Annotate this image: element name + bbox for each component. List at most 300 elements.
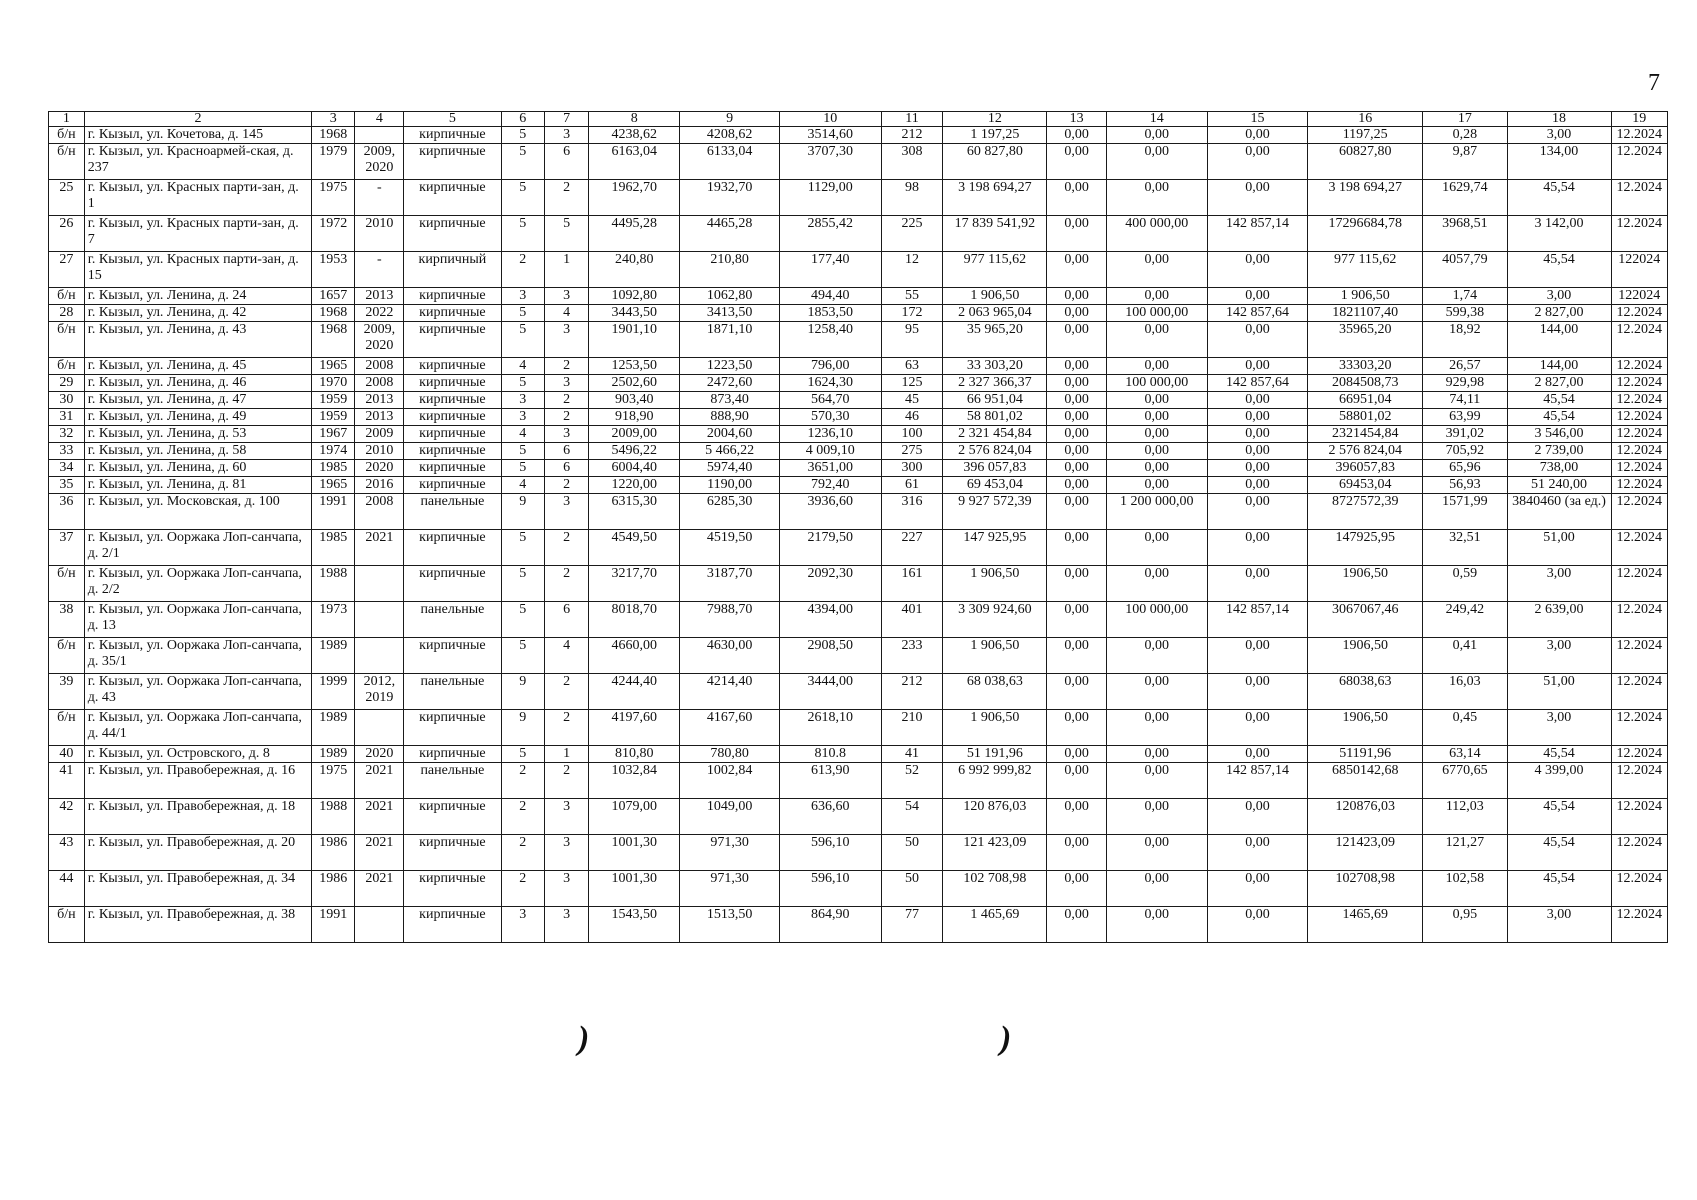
table-cell-col-16: 1197,25 xyxy=(1308,127,1423,144)
table-cell-col-18: 45,54 xyxy=(1507,835,1611,871)
table-cell-col-15: 0,00 xyxy=(1207,477,1308,494)
table-cell-col-7: 3 xyxy=(544,494,588,530)
table-row xyxy=(49,799,1668,835)
table-cell-col-1: 42 xyxy=(49,799,85,835)
table-cell-col-18: 3 142,00 xyxy=(1507,216,1611,252)
table-cell-col-15: 0,00 xyxy=(1207,746,1308,763)
table-cell-col-18: 144,00 xyxy=(1507,322,1611,358)
table-cell-col-17: 1629,74 xyxy=(1423,180,1507,216)
table-cell-col-13: 0,00 xyxy=(1047,305,1107,322)
table-cell-col-13: 0,00 xyxy=(1047,746,1107,763)
table-row xyxy=(49,494,1668,530)
table-cell-col-11: 77 xyxy=(881,907,943,943)
table-cell-col-2: г. Кызыл, ул. Ленина, д. 53 xyxy=(84,426,311,443)
table-cell-col-4: 2021 xyxy=(355,871,404,907)
table-cell-col-2: г. Кызыл, ул. Ленина, д. 58 xyxy=(84,443,311,460)
table-cell-col-12: 121 423,09 xyxy=(943,835,1047,871)
table-cell-col-10: 1853,50 xyxy=(779,305,881,322)
table-cell-col-5: кирпичные xyxy=(404,566,501,602)
table-cell-col-14: 400 000,00 xyxy=(1106,216,1207,252)
table-cell-col-15: 142 857,64 xyxy=(1207,305,1308,322)
table-cell-col-10: 810.8 xyxy=(779,746,881,763)
table-cell-col-11: 46 xyxy=(881,409,943,426)
table-row xyxy=(49,392,1668,409)
table-cell-col-1: 32 xyxy=(49,426,85,443)
table-cell-col-14: 0,00 xyxy=(1106,674,1207,710)
table-cell-col-7: 4 xyxy=(544,305,588,322)
table-cell-col-10: 3444,00 xyxy=(779,674,881,710)
table-cell-col-3: 1986 xyxy=(312,835,355,871)
table-cell-col-16: 66951,04 xyxy=(1308,392,1423,409)
table-cell-col-3: 1959 xyxy=(312,409,355,426)
table-cell-col-8: 3217,70 xyxy=(589,566,680,602)
table-cell-col-13: 0,00 xyxy=(1047,566,1107,602)
table-cell-col-15: 0,00 xyxy=(1207,674,1308,710)
table-cell-col-15: 0,00 xyxy=(1207,460,1308,477)
table-cell-col-3: 1999 xyxy=(312,674,355,710)
table-cell-col-18: 45,54 xyxy=(1507,392,1611,409)
table-cell-col-12: 2 576 824,04 xyxy=(943,443,1047,460)
table-cell-col-8: 1079,00 xyxy=(589,799,680,835)
table-cell-col-14: 0,00 xyxy=(1106,426,1207,443)
table-row xyxy=(49,674,1668,710)
table-cell-col-12: 1 465,69 xyxy=(943,907,1047,943)
table-cell-col-12: 1 906,50 xyxy=(943,566,1047,602)
table-cell-col-4: 2013 xyxy=(355,288,404,305)
table-cell-col-18: 3,00 xyxy=(1507,638,1611,674)
table-cell-col-8: 240,80 xyxy=(589,252,680,288)
table-cell-col-12: 147 925,95 xyxy=(943,530,1047,566)
table-cell-col-7: 2 xyxy=(544,477,588,494)
table-cell-col-2: г. Кызыл, ул. Правобережная, д. 38 xyxy=(84,907,311,943)
table-cell-col-17: 112,03 xyxy=(1423,799,1507,835)
table-cell-col-14: 100 000,00 xyxy=(1106,305,1207,322)
table-cell-col-15: 142 857,64 xyxy=(1207,375,1308,392)
table-cell-col-10: 636,60 xyxy=(779,799,881,835)
table-cell-col-10: 2179,50 xyxy=(779,530,881,566)
table-cell-col-16: 58801,02 xyxy=(1308,409,1423,426)
table-cell-col-16: 1821107,40 xyxy=(1308,305,1423,322)
table-cell-col-1: 34 xyxy=(49,460,85,477)
table-cell-col-7: 1 xyxy=(544,746,588,763)
table-cell-col-11: 210 xyxy=(881,710,943,746)
table-cell-col-3: 1967 xyxy=(312,426,355,443)
table-cell-col-19: 12.2024 xyxy=(1611,409,1667,426)
table-cell-col-3: 1986 xyxy=(312,871,355,907)
table-cell-col-8: 5496,22 xyxy=(589,443,680,460)
table-cell-col-4: 2009, 2020 xyxy=(355,322,404,358)
table-cell-col-9: 1062,80 xyxy=(680,288,780,305)
table-cell-col-8: 4495,28 xyxy=(589,216,680,252)
table-cell-col-6: 5 xyxy=(501,216,544,252)
table-cell-col-12: 69 453,04 xyxy=(943,477,1047,494)
table-cell-col-15: 0,00 xyxy=(1207,494,1308,530)
table-cell-col-1: б/н xyxy=(49,710,85,746)
table-cell-col-10: 1258,40 xyxy=(779,322,881,358)
table-cell-col-1: 33 xyxy=(49,443,85,460)
table-cell-col-16: 1465,69 xyxy=(1308,907,1423,943)
table-cell-col-8: 2502,60 xyxy=(589,375,680,392)
table-cell-col-11: 50 xyxy=(881,871,943,907)
table-cell-col-12: 17 839 541,92 xyxy=(943,216,1047,252)
table-row xyxy=(49,907,1668,943)
table-cell-col-3: 1968 xyxy=(312,305,355,322)
table-cell-col-10: 4 009,10 xyxy=(779,443,881,460)
table-cell-col-2: г. Кызыл, ул. Кочетова, д. 145 xyxy=(84,127,311,144)
table-cell-col-6: 2 xyxy=(501,252,544,288)
table-cell-col-8: 1001,30 xyxy=(589,835,680,871)
table-cell-col-19: 12.2024 xyxy=(1611,392,1667,409)
table-cell-col-16: 3067067,46 xyxy=(1308,602,1423,638)
table-cell-col-11: 50 xyxy=(881,835,943,871)
table-cell-col-11: 233 xyxy=(881,638,943,674)
table-cell-col-11: 316 xyxy=(881,494,943,530)
table-row xyxy=(49,530,1668,566)
table-cell-col-9: 4214,40 xyxy=(680,674,780,710)
table-cell-col-18: 3,00 xyxy=(1507,566,1611,602)
table-cell-col-2: г. Кызыл, ул. Ооржака Лоп-санчапа, д. 2/1 xyxy=(84,530,311,566)
table-cell-col-3: 1953 xyxy=(312,252,355,288)
table-cell-col-16: 35965,20 xyxy=(1308,322,1423,358)
table-cell-col-4: 2021 xyxy=(355,763,404,799)
housing-register-table xyxy=(48,111,1668,943)
table-cell-col-19: 12.2024 xyxy=(1611,907,1667,943)
table-cell-col-4 xyxy=(355,907,404,943)
table-cell-col-18: 45,54 xyxy=(1507,180,1611,216)
table-cell-col-4: 2009 xyxy=(355,426,404,443)
pen-mark: ) xyxy=(578,1020,590,1057)
table-cell-col-11: 98 xyxy=(881,180,943,216)
table-cell-col-12: 3 309 924,60 xyxy=(943,602,1047,638)
table-cell-col-3: 1965 xyxy=(312,477,355,494)
table-cell-col-19: 12.2024 xyxy=(1611,746,1667,763)
table-cell-col-19: 12.2024 xyxy=(1611,835,1667,871)
table-cell-col-2: г. Кызыл, ул. Правобережная, д. 20 xyxy=(84,835,311,871)
column-number: 13 xyxy=(1047,112,1107,127)
table-cell-col-8: 3443,50 xyxy=(589,305,680,322)
table-cell-col-18: 144,00 xyxy=(1507,358,1611,375)
table-cell-col-4: - xyxy=(355,252,404,288)
table-cell-col-9: 1871,10 xyxy=(680,322,780,358)
column-number: 8 xyxy=(589,112,680,127)
table-cell-col-14: 100 000,00 xyxy=(1106,375,1207,392)
table-cell-col-13: 0,00 xyxy=(1047,763,1107,799)
table-cell-col-14: 0,00 xyxy=(1106,443,1207,460)
table-cell-col-5: кирпичные xyxy=(404,288,501,305)
table-cell-col-12: 60 827,80 xyxy=(943,144,1047,180)
table-cell-col-7: 3 xyxy=(544,835,588,871)
table-cell-col-12: 9 927 572,39 xyxy=(943,494,1047,530)
table-cell-col-19: 12.2024 xyxy=(1611,530,1667,566)
table-cell-col-2: г. Кызыл, ул. Ооржака Лоп-санчапа, д. 44/1 xyxy=(84,710,311,746)
table-cell-col-5: панельные xyxy=(404,602,501,638)
table-cell-col-3: 1972 xyxy=(312,216,355,252)
table-cell-col-13: 0,00 xyxy=(1047,871,1107,907)
table-cell-col-5: кирпичные xyxy=(404,426,501,443)
table-cell-col-12: 51 191,96 xyxy=(943,746,1047,763)
table-row xyxy=(49,835,1668,871)
table-cell-col-4: 2012, 2019 xyxy=(355,674,404,710)
table-cell-col-19: 12.2024 xyxy=(1611,305,1667,322)
table-cell-col-15: 0,00 xyxy=(1207,426,1308,443)
table-cell-col-3: 1968 xyxy=(312,127,355,144)
table-cell-col-8: 1032,84 xyxy=(589,763,680,799)
table-cell-col-19: 12.2024 xyxy=(1611,566,1667,602)
table-cell-col-3: 1975 xyxy=(312,180,355,216)
table-cell-col-13: 0,00 xyxy=(1047,710,1107,746)
table-cell-col-1: 27 xyxy=(49,252,85,288)
table-cell-col-7: 2 xyxy=(544,180,588,216)
table-cell-col-13: 0,00 xyxy=(1047,674,1107,710)
table-cell-col-17: 599,38 xyxy=(1423,305,1507,322)
table-cell-col-2: г. Кызыл, ул. Московская, д. 100 xyxy=(84,494,311,530)
table-cell-col-4: 2022 xyxy=(355,305,404,322)
table-cell-col-6: 5 xyxy=(501,375,544,392)
table-cell-col-17: 4057,79 xyxy=(1423,252,1507,288)
table-cell-col-3: 1974 xyxy=(312,443,355,460)
table-cell-col-6: 5 xyxy=(501,638,544,674)
table-cell-col-2: г. Кызыл, ул. Ленина, д. 81 xyxy=(84,477,311,494)
table-cell-col-14: 0,00 xyxy=(1106,799,1207,835)
table-cell-col-5: кирпичные xyxy=(404,871,501,907)
table-cell-col-7: 2 xyxy=(544,392,588,409)
table-cell-col-15: 0,00 xyxy=(1207,322,1308,358)
table-cell-col-17: 102,58 xyxy=(1423,871,1507,907)
table-cell-col-4: 2010 xyxy=(355,216,404,252)
table-cell-col-7: 6 xyxy=(544,443,588,460)
table-cell-col-12: 58 801,02 xyxy=(943,409,1047,426)
table-cell-col-19: 122024 xyxy=(1611,252,1667,288)
table-cell-col-13: 0,00 xyxy=(1047,907,1107,943)
table-cell-col-9: 1932,70 xyxy=(680,180,780,216)
table-cell-col-10: 177,40 xyxy=(779,252,881,288)
table-cell-col-7: 4 xyxy=(544,638,588,674)
table-cell-col-1: б/н xyxy=(49,144,85,180)
table-cell-col-18: 2 639,00 xyxy=(1507,602,1611,638)
table-cell-col-6: 2 xyxy=(501,871,544,907)
table-cell-col-5: кирпичные xyxy=(404,127,501,144)
table-cell-col-2: г. Кызыл, ул. Островского, д. 8 xyxy=(84,746,311,763)
table-cell-col-11: 12 xyxy=(881,252,943,288)
table-cell-col-19: 12.2024 xyxy=(1611,871,1667,907)
table-cell-col-1: 26 xyxy=(49,216,85,252)
table-cell-col-6: 4 xyxy=(501,358,544,375)
table-cell-col-1: б/н xyxy=(49,127,85,144)
table-cell-col-9: 1049,00 xyxy=(680,799,780,835)
table-cell-col-11: 172 xyxy=(881,305,943,322)
table-cell-col-1: 36 xyxy=(49,494,85,530)
table-cell-col-12: 68 038,63 xyxy=(943,674,1047,710)
table-cell-col-7: 2 xyxy=(544,530,588,566)
table-cell-col-18: 51 240,00 xyxy=(1507,477,1611,494)
table-cell-col-14: 0,00 xyxy=(1106,460,1207,477)
table-cell-col-12: 3 198 694,27 xyxy=(943,180,1047,216)
table-cell-col-14: 0,00 xyxy=(1106,763,1207,799)
table-cell-col-4: 2008 xyxy=(355,375,404,392)
table-cell-col-3: 1989 xyxy=(312,710,355,746)
table-cell-col-12: 33 303,20 xyxy=(943,358,1047,375)
table-cell-col-9: 2004,60 xyxy=(680,426,780,443)
table-cell-col-17: 0,45 xyxy=(1423,710,1507,746)
table-cell-col-6: 2 xyxy=(501,799,544,835)
table-cell-col-17: 929,98 xyxy=(1423,375,1507,392)
table-cell-col-16: 69453,04 xyxy=(1308,477,1423,494)
table-cell-col-4: 2021 xyxy=(355,799,404,835)
table-cell-col-2: г. Кызыл, ул. Ленина, д. 24 xyxy=(84,288,311,305)
table-cell-col-2: г. Кызыл, ул. Красных парти-зан, д. 15 xyxy=(84,252,311,288)
table-row xyxy=(49,460,1668,477)
table-row xyxy=(49,746,1668,763)
table-cell-col-14: 0,00 xyxy=(1106,638,1207,674)
table-cell-col-3: 1970 xyxy=(312,375,355,392)
table-cell-col-4 xyxy=(355,566,404,602)
table-cell-col-18: 2 827,00 xyxy=(1507,375,1611,392)
table-cell-col-7: 6 xyxy=(544,602,588,638)
table-cell-col-1: 31 xyxy=(49,409,85,426)
table-cell-col-12: 1 906,50 xyxy=(943,638,1047,674)
table-cell-col-14: 0,00 xyxy=(1106,566,1207,602)
table-cell-col-7: 2 xyxy=(544,566,588,602)
table-cell-col-13: 0,00 xyxy=(1047,409,1107,426)
table-cell-col-8: 1901,10 xyxy=(589,322,680,358)
table-cell-col-15: 142 857,14 xyxy=(1207,763,1308,799)
table-cell-col-16: 1 906,50 xyxy=(1308,288,1423,305)
table-cell-col-6: 9 xyxy=(501,494,544,530)
column-number: 19 xyxy=(1611,112,1667,127)
table-cell-col-18: 51,00 xyxy=(1507,530,1611,566)
table-cell-col-15: 0,00 xyxy=(1207,871,1308,907)
table-cell-col-17: 0,41 xyxy=(1423,638,1507,674)
table-cell-col-19: 12.2024 xyxy=(1611,494,1667,530)
table-cell-col-19: 12.2024 xyxy=(1611,799,1667,835)
table-cell-col-1: б/н xyxy=(49,358,85,375)
table-cell-col-5: кирпичные xyxy=(404,710,501,746)
table-cell-col-16: 3 198 694,27 xyxy=(1308,180,1423,216)
table-cell-col-6: 5 xyxy=(501,305,544,322)
table-cell-col-9: 4465,28 xyxy=(680,216,780,252)
table-cell-col-11: 125 xyxy=(881,375,943,392)
table-cell-col-5: кирпичные xyxy=(404,835,501,871)
table-cell-col-19: 12.2024 xyxy=(1611,144,1667,180)
table-cell-col-15: 0,00 xyxy=(1207,409,1308,426)
table-cell-col-16: 2321454,84 xyxy=(1308,426,1423,443)
table-cell-col-13: 0,00 xyxy=(1047,460,1107,477)
table-cell-col-3: 1973 xyxy=(312,602,355,638)
table-cell-col-8: 1220,00 xyxy=(589,477,680,494)
table-cell-col-8: 6315,30 xyxy=(589,494,680,530)
table-cell-col-9: 3413,50 xyxy=(680,305,780,322)
table-cell-col-12: 1 906,50 xyxy=(943,710,1047,746)
table-cell-col-6: 5 xyxy=(501,566,544,602)
table-cell-col-7: 6 xyxy=(544,460,588,477)
table-cell-col-10: 1129,00 xyxy=(779,180,881,216)
table-cell-col-5: кирпичные xyxy=(404,443,501,460)
table-cell-col-3: 1985 xyxy=(312,460,355,477)
table-cell-col-2: г. Кызыл, ул. Правобережная, д. 16 xyxy=(84,763,311,799)
table-cell-col-13: 0,00 xyxy=(1047,375,1107,392)
table-cell-col-13: 0,00 xyxy=(1047,288,1107,305)
table-cell-col-17: 3968,51 xyxy=(1423,216,1507,252)
table-cell-col-15: 0,00 xyxy=(1207,566,1308,602)
table-cell-col-12: 102 708,98 xyxy=(943,871,1047,907)
table-cell-col-2: г. Кызыл, ул. Ленина, д. 47 xyxy=(84,392,311,409)
table-cell-col-8: 903,40 xyxy=(589,392,680,409)
table-cell-col-18: 45,54 xyxy=(1507,799,1611,835)
table-cell-col-13: 0,00 xyxy=(1047,799,1107,835)
table-cell-col-1: 25 xyxy=(49,180,85,216)
table-cell-col-9: 2472,60 xyxy=(680,375,780,392)
table-cell-col-6: 2 xyxy=(501,763,544,799)
table-cell-col-14: 0,00 xyxy=(1106,358,1207,375)
table-cell-col-19: 122024 xyxy=(1611,288,1667,305)
table-cell-col-11: 100 xyxy=(881,426,943,443)
table-cell-col-3: 1965 xyxy=(312,358,355,375)
table-cell-col-14: 0,00 xyxy=(1106,871,1207,907)
table-cell-col-15: 0,00 xyxy=(1207,638,1308,674)
table-cell-col-10: 596,10 xyxy=(779,871,881,907)
table-cell-col-10: 792,40 xyxy=(779,477,881,494)
table-cell-col-3: 1989 xyxy=(312,746,355,763)
table-cell-col-17: 249,42 xyxy=(1423,602,1507,638)
table-row xyxy=(49,180,1668,216)
column-number: 2 xyxy=(84,112,311,127)
table-cell-col-18: 45,54 xyxy=(1507,409,1611,426)
table-cell-col-19: 12.2024 xyxy=(1611,477,1667,494)
table-cell-col-8: 8018,70 xyxy=(589,602,680,638)
table-cell-col-9: 4208,62 xyxy=(680,127,780,144)
table-cell-col-4: 2021 xyxy=(355,835,404,871)
table-cell-col-16: 396057,83 xyxy=(1308,460,1423,477)
table-cell-col-13: 0,00 xyxy=(1047,322,1107,358)
table-cell-col-15: 142 857,14 xyxy=(1207,602,1308,638)
table-cell-col-5: панельные xyxy=(404,674,501,710)
table-cell-col-8: 6004,40 xyxy=(589,460,680,477)
table-cell-col-4: 2016 xyxy=(355,477,404,494)
table-cell-col-5: кирпичные xyxy=(404,144,501,180)
table-row xyxy=(49,443,1668,460)
table-cell-col-11: 275 xyxy=(881,443,943,460)
table-cell-col-11: 227 xyxy=(881,530,943,566)
table-cell-col-4 xyxy=(355,602,404,638)
table-cell-col-9: 1513,50 xyxy=(680,907,780,943)
table-cell-col-16: 6850142,68 xyxy=(1308,763,1423,799)
table-cell-col-16: 33303,20 xyxy=(1308,358,1423,375)
table-cell-col-8: 4660,00 xyxy=(589,638,680,674)
column-number: 11 xyxy=(881,112,943,127)
table-cell-col-7: 3 xyxy=(544,375,588,392)
table-row xyxy=(49,426,1668,443)
table-cell-col-3: 1988 xyxy=(312,566,355,602)
table-cell-col-4: 2013 xyxy=(355,409,404,426)
table-cell-col-3: 1975 xyxy=(312,763,355,799)
table-row xyxy=(49,322,1668,358)
table-cell-col-17: 6770,65 xyxy=(1423,763,1507,799)
table-cell-col-18: 3,00 xyxy=(1507,288,1611,305)
table-cell-col-14: 0,00 xyxy=(1106,746,1207,763)
table-cell-col-2: г. Кызыл, ул. Ленина, д. 60 xyxy=(84,460,311,477)
column-number: 4 xyxy=(355,112,404,127)
table-cell-col-8: 4549,50 xyxy=(589,530,680,566)
table-cell-col-15: 0,00 xyxy=(1207,530,1308,566)
table-cell-col-11: 212 xyxy=(881,674,943,710)
table-cell-col-5: кирпичные xyxy=(404,907,501,943)
table-cell-col-16: 8727572,39 xyxy=(1308,494,1423,530)
table-cell-col-2: г. Кызыл, ул. Ленина, д. 43 xyxy=(84,322,311,358)
table-cell-col-10: 864,90 xyxy=(779,907,881,943)
table-cell-col-6: 5 xyxy=(501,602,544,638)
table-cell-col-17: 0,95 xyxy=(1423,907,1507,943)
table-cell-col-14: 100 000,00 xyxy=(1106,602,1207,638)
